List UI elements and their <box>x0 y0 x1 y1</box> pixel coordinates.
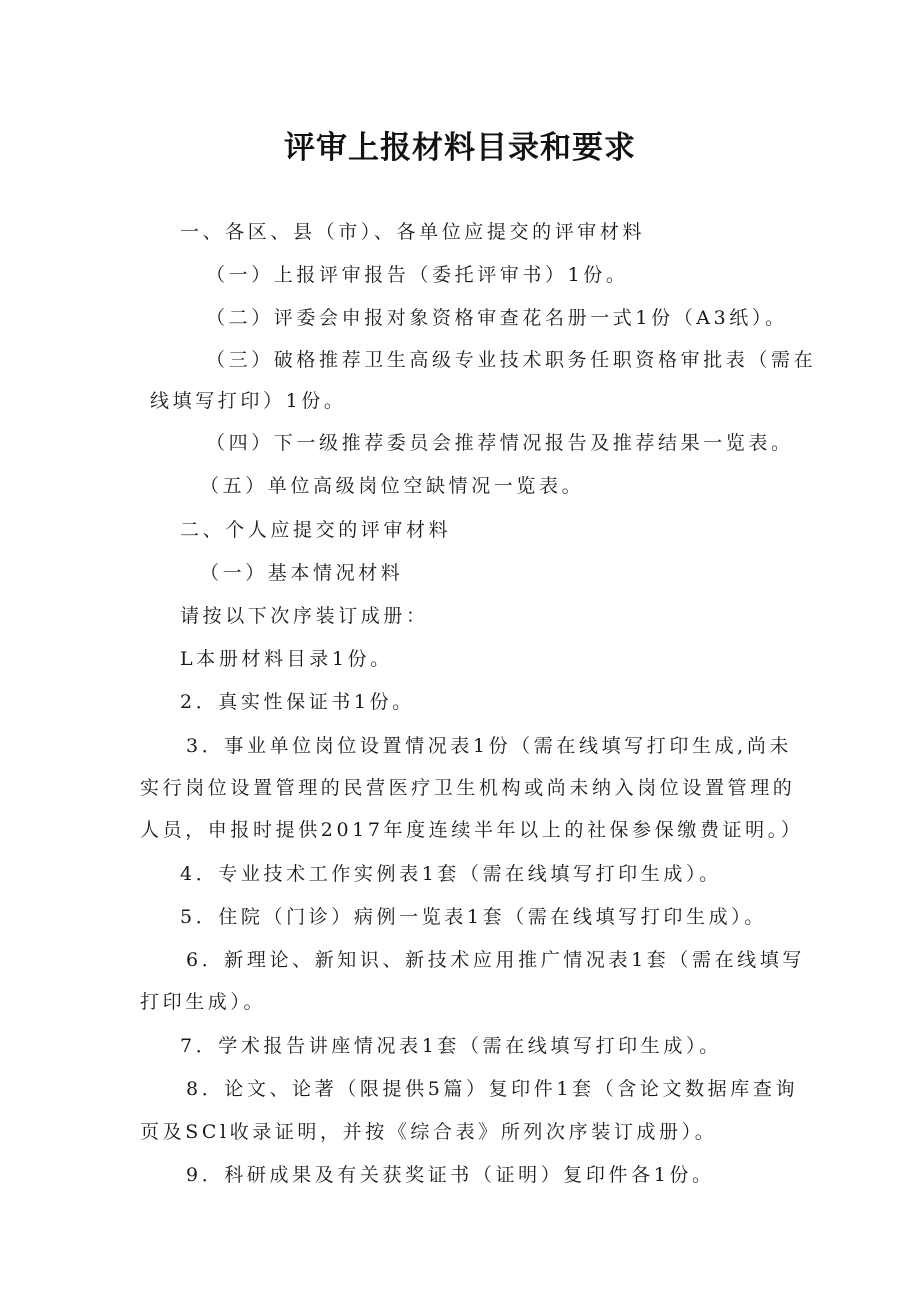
list-item-personal-2: 2．真实性保证书1份。 <box>180 691 415 713</box>
list-item-personal-3: 3．事业单位岗位设置情况表1份（需在线填写打印生成,尚未 <box>186 735 793 757</box>
list-item-personal-8-continued: 页及SCl收录证明，并按《综合表》所列次序装订成册）。 <box>140 1121 718 1143</box>
list-item-personal-3-continued: 人员，申报时提供2017年度连续半年以上的社保参保缴费证明。） <box>140 819 804 841</box>
list-item-unit-1: （一）上报评审报告（委托评审书）1份。 <box>206 264 629 286</box>
document-title: 评审上报材料目录和要求 <box>284 130 636 166</box>
list-item-unit-3: （三）破格推荐卫生高级专业技术职务任职资格审批表（需在 <box>206 349 817 371</box>
list-item-unit-4: （四）下一级推荐委员会推荐情况报告及推荐结果一览表。 <box>206 432 794 454</box>
section-heading-unit-materials: 一、各区、县（市）、各单位应提交的评审材料 <box>180 221 646 243</box>
list-item-unit-3-continued: 线填写打印）1份。 <box>150 390 347 412</box>
list-item-personal-1: L本册材料目录1份。 <box>180 648 393 670</box>
list-item-unit-5: （五）单位高级岗位空缺情况一览表。 <box>200 475 585 497</box>
list-item-personal-7: 7．学术报告讲座情况表1套（需在线填写打印生成）。 <box>180 1035 722 1057</box>
subsection-heading-basic-info: （一）基本情况材料 <box>200 562 404 584</box>
list-item-unit-2: （二）评委会申报对象资格审查花名册一式1份（A3纸）。 <box>206 307 788 329</box>
list-item-personal-9: 9．科研成果及有关获奖证书（证明）复印件各1份。 <box>186 1164 715 1186</box>
list-item-personal-5: 5．住院（门诊）病例一览表1套（需在线填写打印生成）。 <box>180 906 767 928</box>
list-item-personal-6: 6．新理论、新知识、新技术应用推广情况表1套（需在线填写 <box>186 949 805 971</box>
binding-instruction: 请按以下次序装订成册： <box>180 605 429 627</box>
list-item-personal-3-continued: 实行岗位设置管理的民营医疗卫生机构或尚未纳入岗位设置管理的 <box>140 777 796 799</box>
list-item-personal-8: 8．论文、论著（限提供5篇）复印件1套（含论文数据库查询 <box>186 1078 799 1100</box>
section-heading-personal-materials: 二、个人应提交的评审材料 <box>180 519 452 541</box>
list-item-personal-4: 4．专业技术工作实例表1套（需在线填写打印生成）。 <box>180 863 722 885</box>
list-item-personal-6-continued: 打印生成）。 <box>140 991 267 1013</box>
